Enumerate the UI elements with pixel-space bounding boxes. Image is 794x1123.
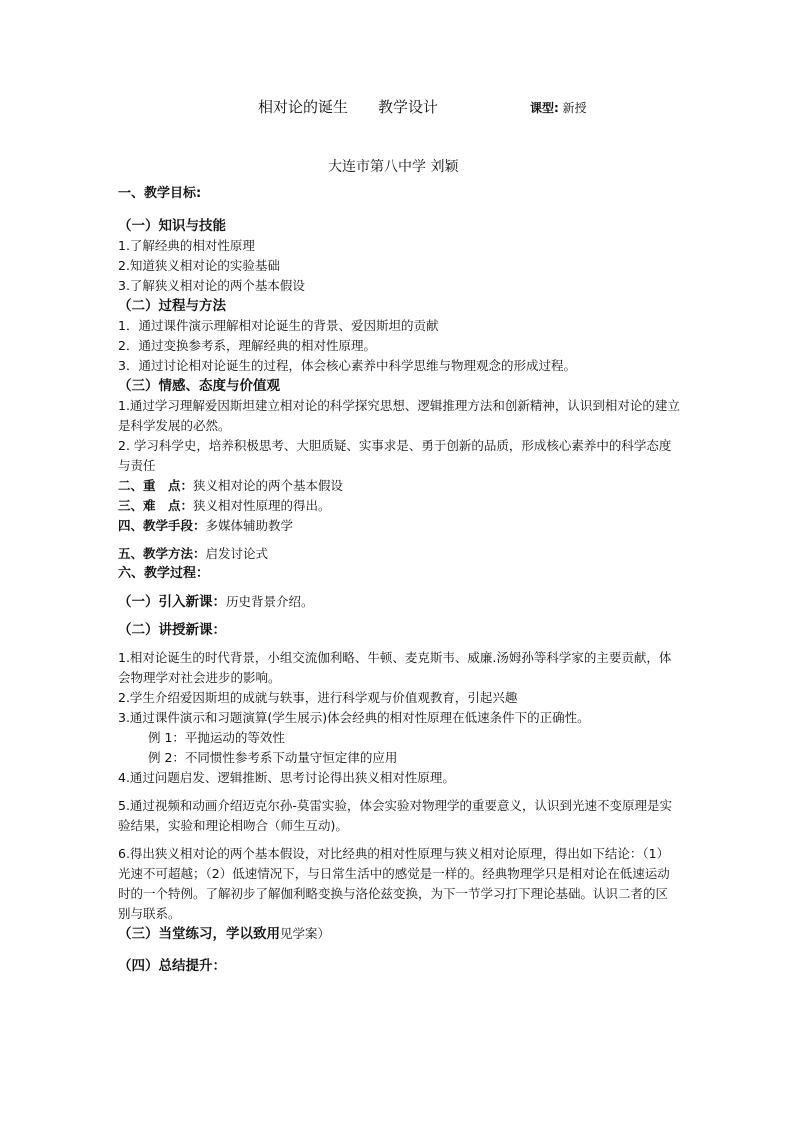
process-heading: （二）过程与方法	[118, 298, 226, 314]
process-steps-heading: 六、教学过程：	[118, 566, 210, 581]
method-label: 五、教学方法：	[118, 546, 206, 561]
lecture-example: 例 1：平抛运动的等效性	[148, 730, 285, 745]
lecture-heading: （二）讲授新课：	[118, 622, 226, 638]
lecture-item: 3.通过课件演示和习题演算(学生展示)体会经典的相对性原理在低速条件下的正确性。	[118, 710, 590, 725]
lecture-item: 1.相对论诞生的时代背景，小组交流伽利略、牛顿、麦克斯韦、威廉.汤姆孙等科学家的主要贡献，体会物理学对社会进步的影响。	[118, 650, 672, 685]
course-type-label: 课型:	[530, 101, 559, 115]
teaching-means	[118, 516, 680, 536]
key-point	[118, 476, 680, 496]
attitude-item: 2. 学习科学史，培养积极思考、大胆质疑、实事求是、勇于创新的品质，形成核心素养中的科学态度与责任	[118, 438, 672, 473]
intro-text: 历史背景介绍。	[226, 594, 314, 609]
practice-note: 见学案）	[280, 926, 331, 941]
knowledge-item: 2.知道狭义相对论的实验基础	[118, 258, 280, 273]
lecture-item: 2.学生介绍爱因斯坦的成就与轶事，进行科学观与价值观教育，引起兴趣	[118, 690, 518, 705]
difficulty-text: 狭义相对性原理的得出。	[193, 498, 331, 513]
key-point-label: 二、重 点：	[118, 478, 194, 493]
knowledge-item: 3.了解狭义相对论的两个基本假设	[118, 278, 305, 293]
document-body	[118, 184, 680, 976]
practice-heading: （三）当堂练习，学以致用	[118, 926, 280, 942]
process-item: 2．通过变换参考系，理解经典的相对性原理。	[118, 338, 376, 353]
teaching-method	[118, 544, 680, 564]
key-point-text: 狭义相对论的两个基本假设	[193, 478, 344, 493]
difficulty	[118, 496, 680, 516]
author-line: 大连市第八中学 刘颖	[328, 159, 459, 175]
intro	[118, 592, 680, 612]
difficulty-label: 三、难 点：	[118, 498, 194, 513]
lecture-example: 例 2：不同惯性参考系下动量守恒定律的应用	[148, 750, 398, 765]
attitude-item: 1.通过学习理解爱因斯坦建立相对论的科学探究思想、逻辑推理方法和创新精神，认识到相对论的建立是科学发展的必然。	[118, 398, 680, 433]
summary-heading: （四）总结提升：	[118, 958, 226, 974]
knowledge-item: 1.了解经典的相对性原理	[118, 238, 255, 253]
means-label: 四、教学手段：	[118, 518, 206, 533]
lecture-item: 6.得出狭义相对论的两个基本假设，对比经典的相对性原理与狭义相对论原理，得出如下结论：（1）光速不可超越；（2）低速情况下，与日常生活中的感觉是一样的。经典物理学只是相对论在低速运动时的一个特例。了解初步了解伽利略变换与洛伦兹变换，为下一节学习打下理论基础。认识二者的区别与联系。	[118, 846, 670, 921]
method-text: 启发讨论式	[205, 546, 269, 561]
practice	[118, 924, 680, 944]
title-row	[0, 96, 794, 118]
knowledge-heading: （一）知识与技能	[118, 218, 226, 234]
intro-label: （一）引入新课：	[118, 594, 226, 610]
attitude-heading: （三）情感、态度与价值观	[118, 378, 280, 394]
process-item: 3．通过讨论相对论诞生的过程，体会核心素养中科学思维与物理观念的形成过程。	[118, 358, 576, 373]
course-type-value: 新授	[562, 101, 587, 115]
title-main: 相对论的诞生	[258, 98, 349, 116]
process-item: 1．通过课件演示理解相对论诞生的背景、爱因斯坦的贡献	[118, 318, 439, 333]
lecture-item: 5.通过视频和动画介绍迈克尔孙-莫雷实验，体会实验对物理学的重要意义，认识到光速不变原理是实验结果，实验和理论相吻合（师生互动)。	[118, 798, 672, 833]
document-title	[258, 96, 438, 117]
goals-heading: 一、教学目标:	[118, 186, 202, 201]
lecture-item: 4.通过问题启发、逻辑推断、思考讨论得出狭义相对性原理。	[118, 770, 455, 785]
course-type	[530, 99, 587, 116]
title-sub: 教学设计	[378, 98, 439, 116]
means-text: 多媒体辅助教学	[205, 518, 294, 533]
